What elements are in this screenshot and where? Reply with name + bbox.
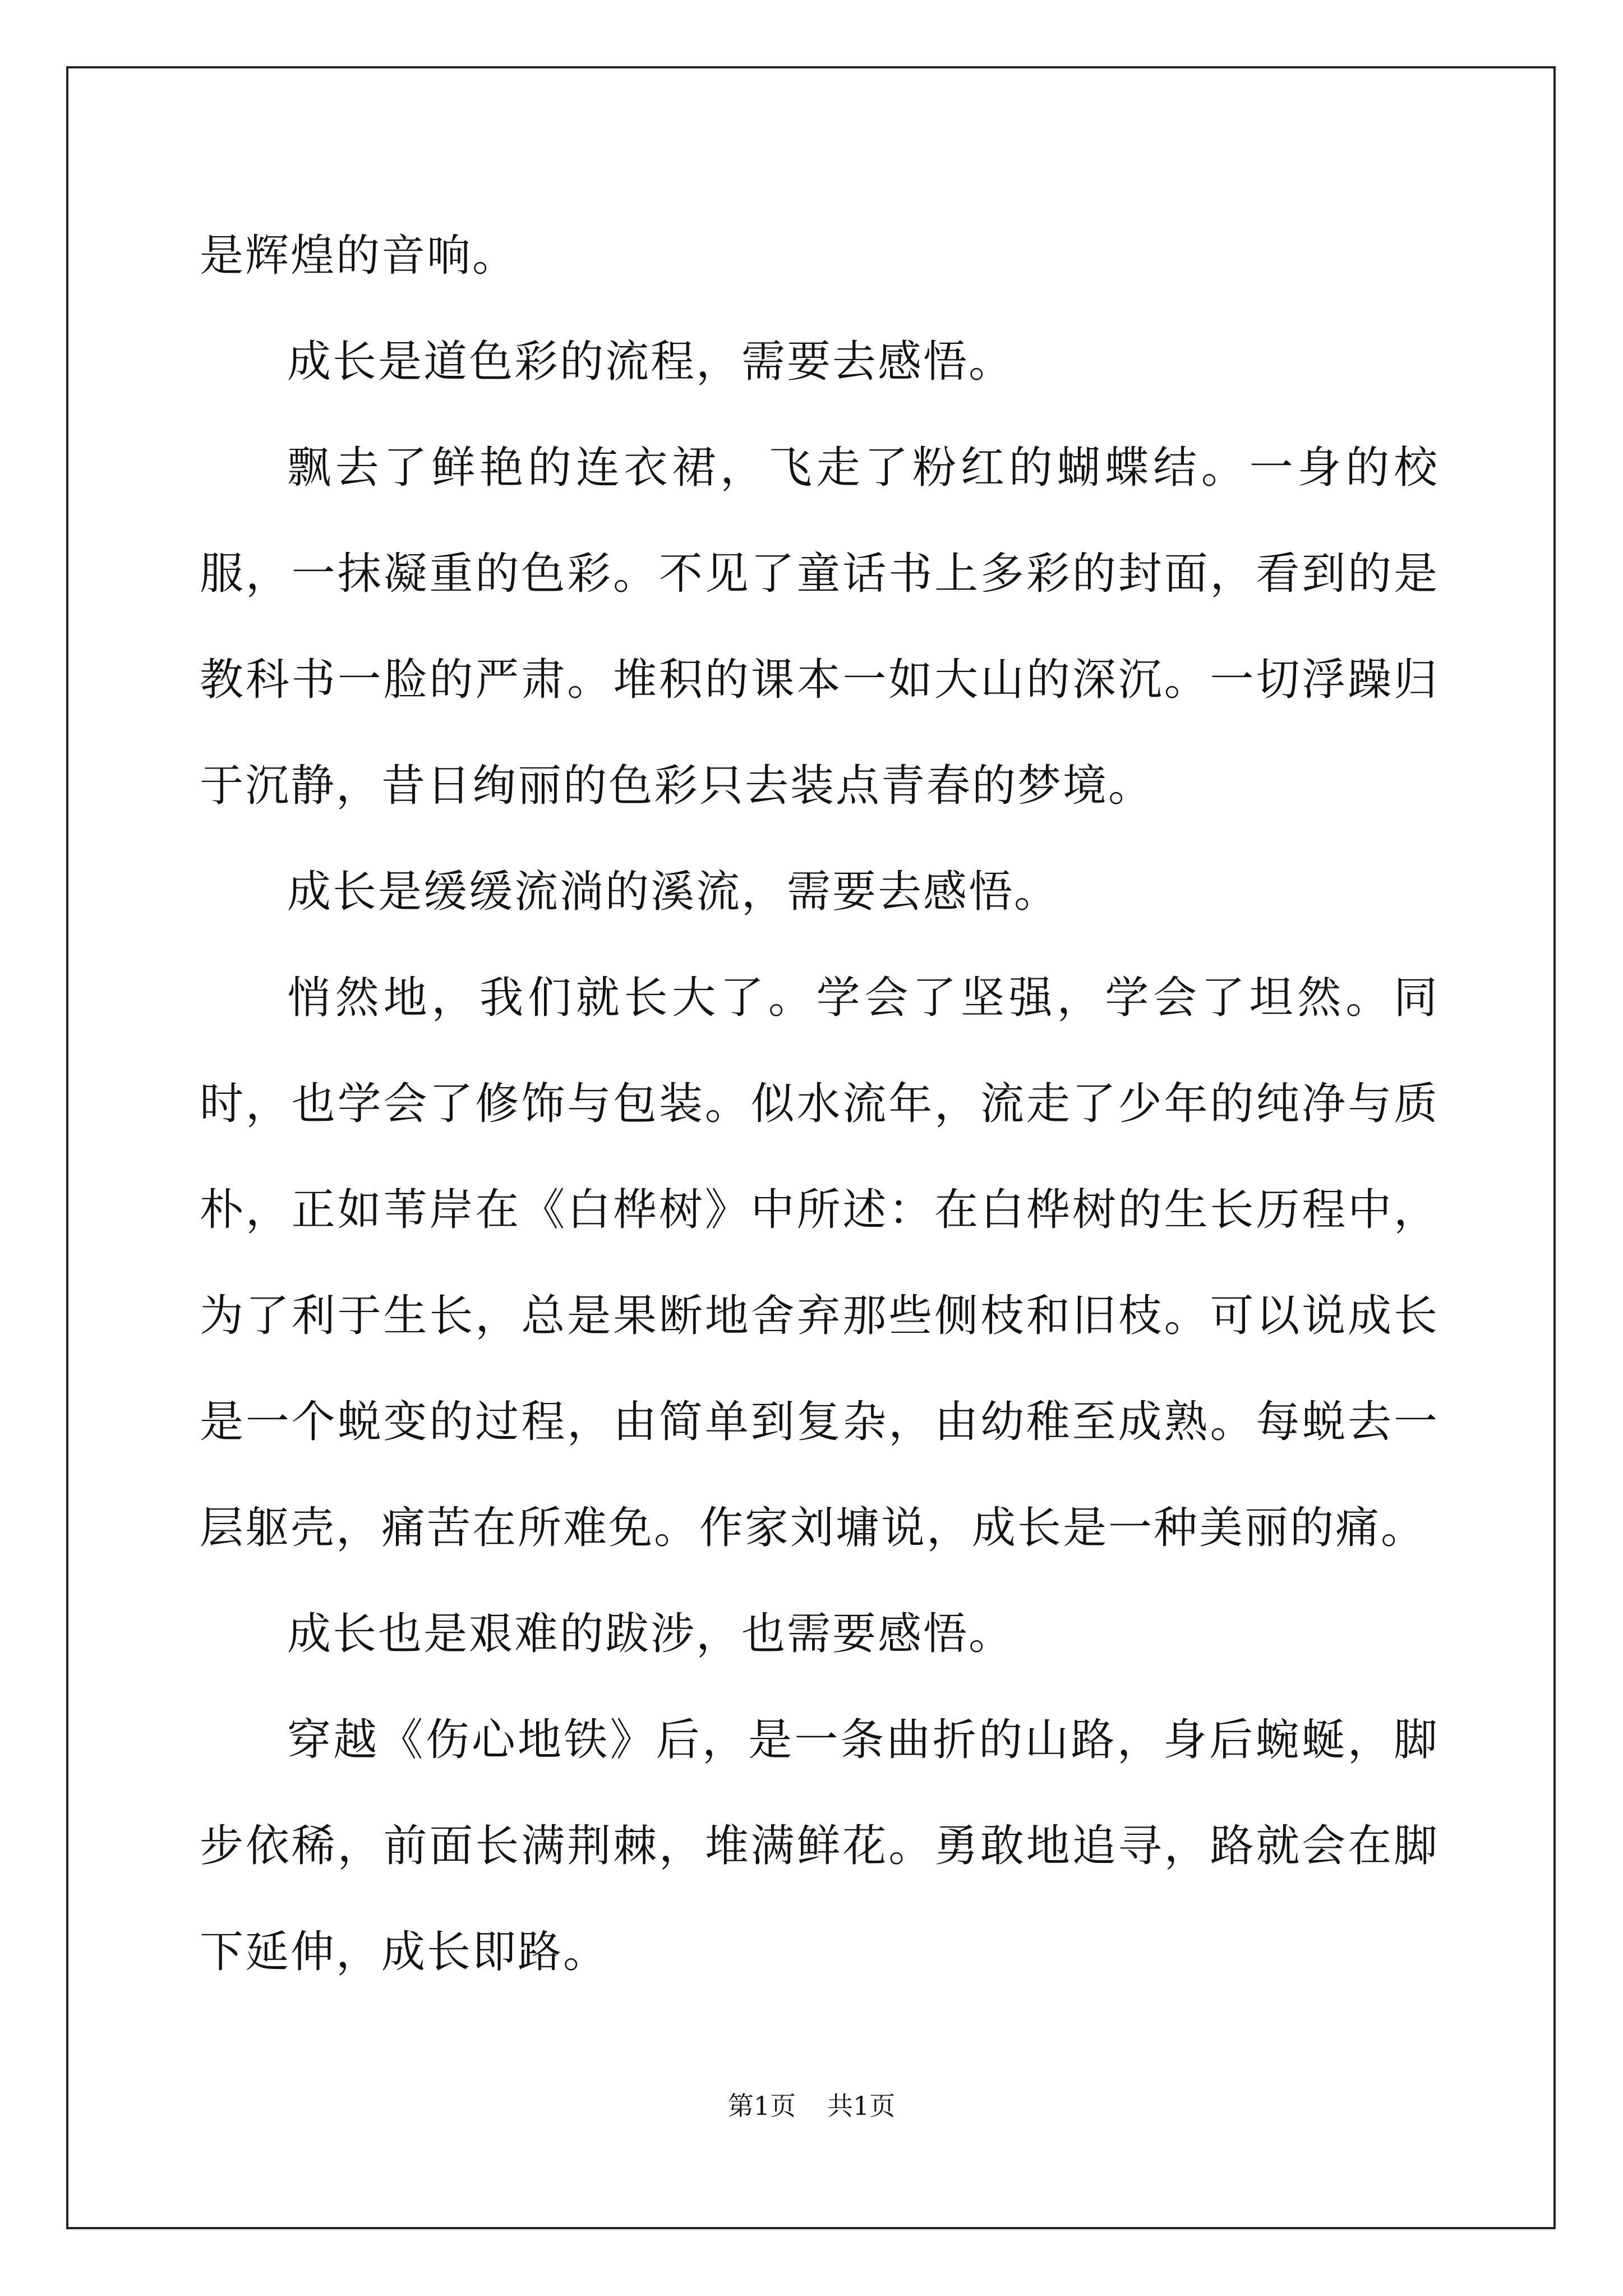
paragraph: 成长也是艰难的跋涉，也需要感悟。 xyxy=(287,1609,1015,1659)
page-number: 第1页 xyxy=(727,2091,796,2121)
document-body xyxy=(200,203,1439,2005)
paragraph: 成长是道色彩的流程，需要去感悟。 xyxy=(287,337,1015,387)
page-total: 共1页 xyxy=(827,2091,896,2121)
paragraph: 穿越《伤心地铁》后，是一条曲折的山路，身后蜿蜒，脚步依稀，前面长满荆棘，堆满鲜花。勇敢地追寻，路就会在脚下延伸，成长即路。 xyxy=(200,1715,1439,1977)
page-footer xyxy=(0,2086,1623,2123)
paragraph: 飘去了鲜艳的连衣裙，飞走了粉红的蝴蝶结。一身的校服，一抹凝重的色彩。不见了童话书上多彩的封面，看到的是教科书一脸的严肃。堆积的课本一如大山的深沉。一切浮躁归于沉静，昔日绚丽的色彩只去装点青春的梦境。 xyxy=(200,443,1439,811)
paragraph: 是辉煌的音响。 xyxy=(200,231,518,281)
paragraph: 悄然地，我们就长大了。学会了坚强，学会了坦然。同时，也学会了修饰与包装。似水流年，流走了少年的纯净与质朴，正如苇岸在《白桦树》中所述：在白桦树的生长历程中，为了利于生长，总是果断地舍弃那些侧枝和旧枝。可以说成长是一个蜕变的过程，由简单到复杂，由幼稚至成熟。每蜕去一层躯壳，痛苦在所难免。作家刘墉说，成长是一种美丽的痛。 xyxy=(200,973,1439,1553)
paragraph: 成长是缓缓流淌的溪流，需要去感悟。 xyxy=(287,867,1060,917)
